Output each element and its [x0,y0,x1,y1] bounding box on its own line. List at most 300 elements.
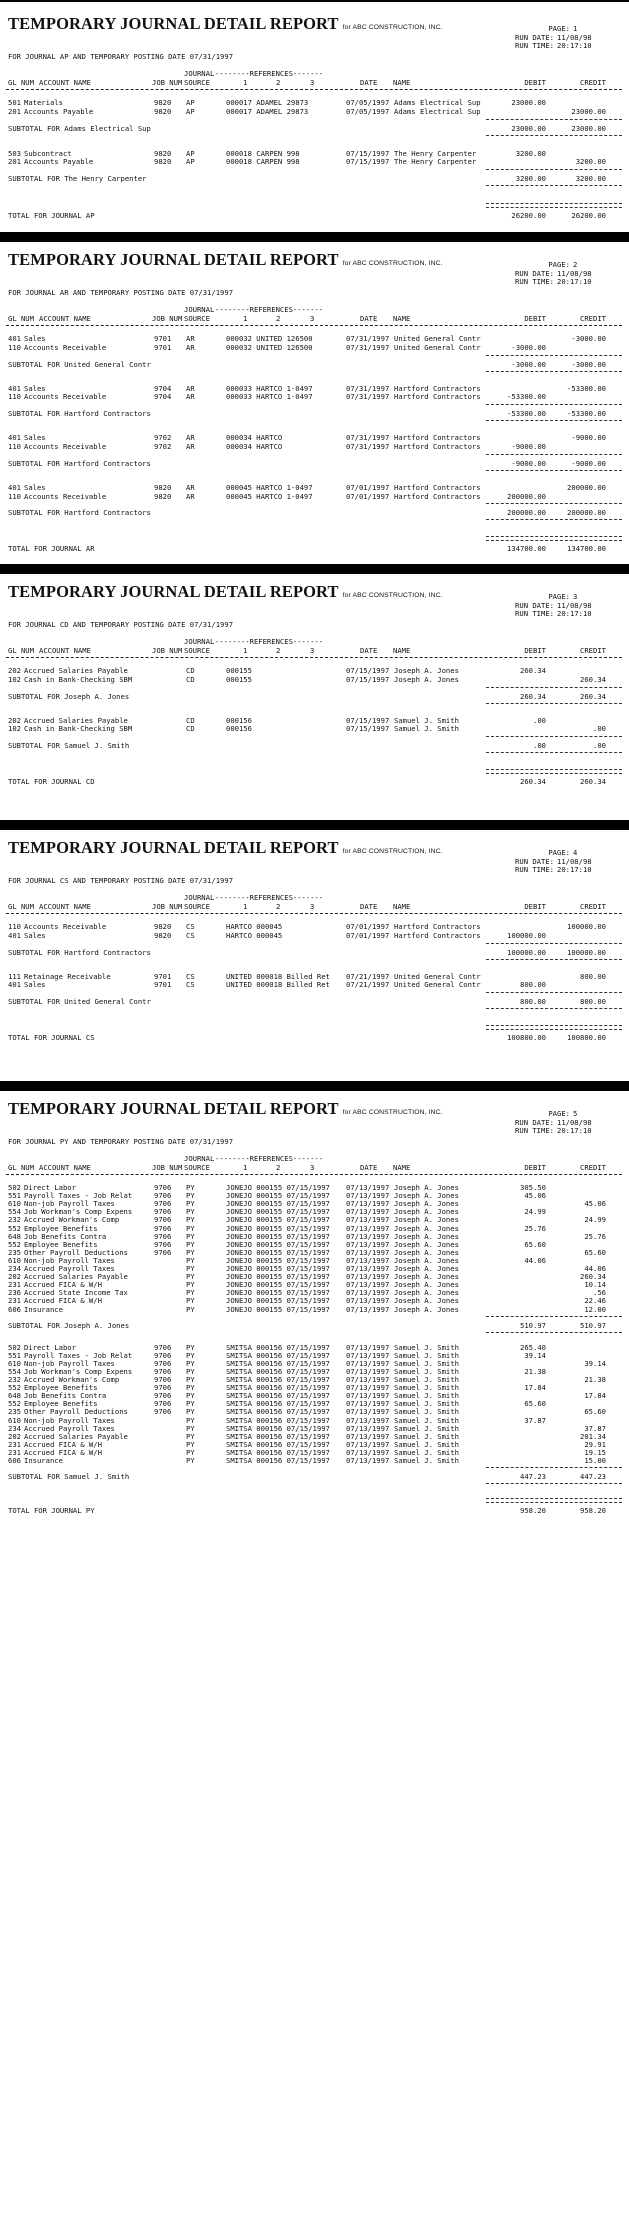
credit-amount: 65.60 [584,1247,606,1257]
table-row [0,1351,629,1359]
report-title-text: TEMPORARY JOURNAL DETAIL REPORT [8,14,339,33]
account-name: Accrued FICA & W/H [24,1280,102,1290]
col-credit-header: CREDIT [580,902,606,911]
col-debit-header: DEBIT [524,1163,546,1172]
col-date-header: DATE [360,646,378,655]
subtotal-underline [486,1332,622,1333]
account-name: Sales [24,482,46,492]
subtotal-label: SUBTOTAL FOR United General Contr [8,359,151,369]
table-row [0,442,629,451]
total-credit: 26200.00 [571,211,606,221]
table-row [0,1256,629,1264]
entry-date: 07/15/1997 [346,674,390,684]
journal-source: PY [186,1239,195,1249]
col-credit-header: CREDIT [580,78,606,87]
col-account-header: ACCOUNT NAME [39,646,91,655]
reference: 000032 UNITED 126500 [226,342,313,352]
col-credit-header: CREDIT [580,646,606,655]
entry-name: Joseph A. Jones [394,1288,459,1298]
report-title [8,1099,443,1119]
gl-number: 610 [8,1255,21,1265]
job-number: 9820 [154,491,172,501]
col-date-header: DATE [360,1163,378,1172]
gl-number: 401 [8,383,21,393]
subtotal-row [0,997,629,1006]
job-number: 9706 [154,1342,172,1352]
entry-date: 07/13/1997 [346,1431,390,1441]
journal-source: CD [186,724,195,734]
journal-source: PY [186,1272,195,1282]
col-ref3-header: 3 [310,902,315,911]
col-name-header: NAME [393,902,411,911]
entry-date: 07/13/1997 [346,1304,390,1314]
table-row [0,483,629,492]
credit-amount: 65.60 [584,1407,606,1417]
table-row [0,724,629,733]
reference: JONEJO 000155 07/15/1997 [226,1207,330,1217]
company-name: for ABC CONSTRUCTION, INC. [342,260,443,267]
journal-source: PY [186,1280,195,1290]
reference: UNITED 000018 Billed Ret [226,980,330,990]
journal-source: PY [186,1342,195,1352]
entry-name: Joseph A. Jones [394,1296,459,1306]
col-source-header: SOURCE [184,1163,210,1172]
journal-source: PY [186,1288,195,1298]
col-name-header: NAME [393,314,411,323]
debit-amount: 17.84 [524,1383,546,1393]
header-rule [6,913,622,914]
col-credit-header: CREDIT [580,314,606,323]
report-title-text: TEMPORARY JOURNAL DETAIL REPORT [8,1099,339,1118]
subtotal-label: SUBTOTAL FOR United General Contr [8,997,151,1007]
journal-source: AP [186,106,195,116]
gl-number: 102 [8,674,21,684]
table-row [0,980,629,989]
subtotal-label: SUBTOTAL FOR Samuel J. Smith [8,1472,130,1482]
col-debit-header: DEBIT [524,78,546,87]
gl-number: 110 [8,442,21,451]
journal-source: CS [186,922,195,931]
total-rule [486,203,622,208]
entry-name: The Henry Carpenter [394,148,477,158]
reference: SMITSA 000156 07/15/1997 [226,1456,330,1465]
entry-name: Samuel J. Smith [394,1391,459,1401]
account-name: Insurance [24,1304,63,1314]
debit-amount: 21.38 [524,1366,546,1376]
entry-date: 07/13/1997 [346,1207,390,1217]
gl-number: 501 [8,98,21,107]
job-number: 9706 [154,1407,172,1417]
subtotal-credit: 3200.00 [575,174,606,184]
report-title [8,838,443,858]
gl-number: 231 [8,1296,21,1306]
table-row [0,1191,629,1199]
col-job-header: JOB NUM [152,902,183,911]
journal-source: PY [186,1447,195,1457]
gl-number: 551 [8,1191,21,1201]
report-title-text: TEMPORARY JOURNAL DETAIL REPORT [8,250,339,269]
job-number: 9820 [154,98,172,107]
col-references-header: --------REFERENCES------- [215,1154,324,1163]
debit-amount: -3000.00 [511,342,546,352]
gl-number: 606 [8,1304,21,1314]
gl-number: 202 [8,1431,21,1441]
job-number: 9706 [154,1191,172,1201]
journal-source: AP [186,98,195,107]
subtotal-underline [486,470,622,471]
credit-amount: 10.14 [584,1280,606,1290]
credit-amount: 800.00 [580,971,606,981]
journal-source: AR [186,491,195,501]
subtotal-debit: 260.34 [520,691,546,701]
entry-date: 07/13/1997 [346,1264,390,1273]
col-source-header: SOURCE [184,78,210,87]
subtotal-credit: -9000.00 [571,458,606,468]
debit-amount: 3200.00 [515,148,546,158]
account-name: Direct Labor [24,1342,76,1352]
gl-number: 401 [8,334,21,343]
account-name: Accrued Workman's Comp [24,1375,120,1384]
table-row [0,1383,629,1391]
gl-number: 502 [8,1342,21,1352]
reference: JONEJO 000155 07/15/1997 [226,1239,330,1249]
journal-source: CS [186,980,195,990]
entry-name: Hartford Contractors [394,433,481,443]
account-name: Non-job Payroll Taxes [24,1255,115,1265]
entry-name: Joseph A. Jones [394,1183,459,1192]
reference: 000032 UNITED 126500 [226,334,313,343]
journal-source: PY [186,1456,195,1465]
run-time-label: RUN TIME: [515,41,554,51]
entry-date: 07/21/1997 [346,971,390,981]
subtotal-credit: 510.97 [580,1320,606,1330]
entry-name: Joseph A. Jones [394,1191,459,1201]
table-row [0,1456,629,1464]
entry-name: Samuel J. Smith [394,1375,459,1384]
reference: 000045 HARTCO 1-0497 [226,491,313,501]
header-rule [6,1174,622,1175]
subtotal-label: SUBTOTAL FOR Hartford Contractors [8,508,151,518]
run-time-row [514,609,592,618]
entry-name: Samuel J. Smith [394,1423,459,1433]
col-name-header: NAME [393,78,411,87]
entry-date: 07/01/1997 [346,482,390,492]
entry-date: 07/05/1997 [346,106,390,116]
journal-source: AP [186,157,195,167]
reference: JONEJO 000155 07/15/1997 [226,1272,330,1282]
gl-number: 606 [8,1456,21,1465]
job-number: 9701 [154,971,172,981]
entry-name: Joseph A. Jones [394,1255,459,1265]
col-source-header: SOURCE [184,902,210,911]
job-number: 9706 [154,1366,172,1376]
page-separator-bar [0,820,629,830]
subtotal-rule [486,454,622,455]
reference: 000018 CARPEN 998 [226,157,300,167]
total-credit: 260.34 [580,777,606,787]
reference: JONEJO 000155 07/15/1997 [226,1191,330,1201]
report-title [8,250,443,270]
header-rule [6,325,622,326]
col-ref2-header: 2 [276,1163,281,1172]
entry-name: Samuel J. Smith [394,715,459,725]
entry-date: 07/13/1997 [346,1296,390,1306]
reference: 000033 HARTCO 1-0497 [226,383,313,393]
gl-number: 201 [8,157,21,167]
job-number: 9706 [154,1199,172,1209]
journal-source: PY [186,1439,195,1449]
subtotal-row [0,692,629,701]
entry-date: 07/13/1997 [346,1407,390,1417]
entry-name: Hartford Contractors [394,922,481,931]
debit-amount: 24.99 [524,1207,546,1217]
subtotal-label: SUBTOTAL FOR Hartford Contractors [8,458,151,468]
entry-date: 07/13/1997 [346,1255,390,1265]
total-rule [486,536,622,541]
journal-source: PY [186,1199,195,1209]
col-job-header: JOB NUM [152,78,183,87]
table-row [0,392,629,401]
reference: SMITSA 000156 07/15/1997 [226,1366,330,1376]
table-row [0,1432,629,1440]
gl-number: 234 [8,1423,21,1433]
entry-date: 07/31/1997 [346,433,390,443]
total-rule [486,1025,622,1030]
col-credit-header: CREDIT [580,1163,606,1172]
credit-amount: 15.00 [584,1456,606,1465]
subtotal-underline [486,185,622,186]
page-number-label: PAGE: [548,24,570,33]
subtotal-rule [486,736,622,737]
account-name: Employee Benefits [24,1239,98,1249]
entry-name: Joseph A. Jones [394,1223,459,1233]
journal-source: PY [186,1358,195,1368]
col-gl-header: GL NUM [8,646,34,655]
journal-source: PY [186,1215,195,1225]
gl-number: 110 [8,491,21,501]
debit-amount: 260.34 [520,666,546,675]
table-row [0,149,629,158]
entry-date: 07/13/1997 [346,1358,390,1368]
gl-number: 231 [8,1439,21,1449]
subtotal-underline [486,1008,622,1009]
credit-amount: 21.38 [584,1375,606,1384]
account-name: Non-job Payroll Taxes [24,1358,115,1368]
credit-amount: 12.00 [584,1304,606,1314]
gl-number: 554 [8,1366,21,1376]
entry-name: Samuel J. Smith [394,1439,459,1449]
run-time-row [514,41,592,50]
subtotal-debit: 100000.00 [507,947,546,957]
subtotal-debit: -3000.00 [511,359,546,369]
account-name: Sales [24,930,46,940]
entry-name: Samuel J. Smith [394,1350,459,1360]
gl-number: 401 [8,980,21,990]
entry-date: 07/13/1997 [346,1342,390,1352]
run-date-value: 11/08/98 [557,268,592,278]
page-number-value: 2 [573,260,578,269]
entry-name: Joseph A. Jones [394,1304,459,1314]
entry-date: 07/13/1997 [346,1183,390,1192]
subtotal-debit: 200000.00 [507,508,546,518]
job-number: 9706 [154,1350,172,1360]
table-row [0,1183,629,1191]
report-title-text: TEMPORARY JOURNAL DETAIL REPORT [8,838,339,857]
entry-date: 07/13/1997 [346,1350,390,1360]
job-number: 9820 [154,482,172,492]
job-number: 9704 [154,383,172,393]
subtotal-row [0,360,629,369]
job-number: 9706 [154,1231,172,1241]
entry-name: United General Contr [394,334,481,343]
journal-source: PY [186,1391,195,1401]
col-ref1-header: 1 [243,78,248,87]
col-name-header: NAME [393,646,411,655]
journal-source: PY [186,1264,195,1273]
debit-amount: 800.00 [520,980,546,990]
subtotal-credit: 800.00 [580,997,606,1007]
entry-date: 07/31/1997 [346,383,390,393]
table-row [0,931,629,940]
table-row [0,972,629,981]
table-row [0,1248,629,1256]
gl-number: 552 [8,1399,21,1409]
company-name: for ABC CONSTRUCTION, INC. [342,848,443,855]
total-credit: 100800.00 [567,1033,606,1043]
entry-date: 07/13/1997 [346,1223,390,1233]
total-debit: 134700.00 [507,544,546,554]
entry-date: 07/01/1997 [346,922,390,931]
subtotal-credit: 260.34 [580,691,606,701]
table-row [0,666,629,675]
credit-amount: 100000.00 [567,922,606,931]
col-ref3-header: 3 [310,314,315,323]
subtotal-row [0,1472,629,1481]
entry-name: Samuel J. Smith [394,1415,459,1425]
gl-number: 610 [8,1199,21,1209]
debit-amount: 37.87 [524,1415,546,1425]
journal-source: AR [186,392,195,402]
table-row [0,1343,629,1351]
job-number: 9820 [154,148,172,158]
report-title-text: TEMPORARY JOURNAL DETAIL REPORT [8,582,339,601]
reference: SMITSA 000156 07/15/1997 [226,1407,330,1417]
page-separator-bar [0,232,629,242]
job-number: 9701 [154,334,172,343]
debit-amount: 65.60 [524,1399,546,1409]
col-date-header: DATE [360,314,378,323]
reference: SMITSA 000156 07/15/1997 [226,1423,330,1433]
entry-date: 07/13/1997 [346,1399,390,1409]
subtotal-rule [486,355,622,356]
run-date-label: RUN DATE: [515,1117,554,1127]
entry-date: 07/21/1997 [346,980,390,990]
total-row [0,544,629,553]
job-number: 9706 [154,1183,172,1192]
total-rule [486,1498,622,1503]
total-debit: 26200.00 [511,211,546,221]
table-row [0,1359,629,1367]
journal-source: AR [186,442,195,451]
subtotal-debit: -53300.00 [507,409,546,419]
subtotal-credit: 100000.00 [567,947,606,957]
col-gl-header: GL NUM [8,314,34,323]
table-row [0,1272,629,1280]
run-time-value: 20:17:10 [557,41,592,51]
total-row [0,1033,629,1042]
job-number: 9706 [154,1247,172,1257]
col-ref1-header: 1 [243,314,248,323]
credit-amount: 200000.00 [567,482,606,492]
entry-name: Samuel J. Smith [394,1342,459,1352]
entry-date: 07/13/1997 [346,1423,390,1433]
credit-amount: 29.91 [584,1439,606,1449]
col-debit-header: DEBIT [524,314,546,323]
account-name: Direct Labor [24,1183,76,1192]
entry-name: United General Contr [394,980,481,990]
account-name: Payroll Taxes - Job Relat [24,1191,133,1201]
gl-number: 552 [8,1383,21,1393]
account-name: Accrued Salaries Payable [24,1272,128,1282]
account-name: Sales [24,433,46,443]
subtotal-rule [486,119,622,120]
entry-name: Hartford Contractors [394,930,481,940]
account-name: Accrued Payroll Taxes [24,1423,115,1433]
journal-source: PY [186,1350,195,1360]
reference: SMITSA 000156 07/15/1997 [226,1375,330,1384]
table-row [0,1391,629,1399]
col-references-header: --------REFERENCES------- [215,637,324,646]
account-name: Employee Benefits [24,1383,98,1393]
journal-source: AR [186,433,195,443]
col-ref1-header: 1 [243,1163,248,1172]
col-ref3-header: 3 [310,1163,315,1172]
account-name: Accrued FICA & W/H [24,1447,102,1457]
total-rule [486,769,622,774]
gl-number: 502 [8,1183,21,1192]
reference: SMITSA 000156 07/15/1997 [226,1358,330,1368]
reference: JONEJO 000155 07/15/1997 [226,1280,330,1290]
subtotal-rule [486,1316,622,1317]
reference: SMITSA 000156 07/15/1997 [226,1439,330,1449]
reference: JONEJO 000155 07/15/1997 [226,1296,330,1306]
gl-number: 503 [8,148,21,158]
total-row [0,777,629,786]
page-separator-bar [0,0,629,2]
col-journal-header: JOURNAL [184,637,215,646]
gl-number: 235 [8,1247,21,1257]
entry-name: Joseph A. Jones [394,1280,459,1290]
subtotal-credit: 200000.00 [567,508,606,518]
account-name: Accrued Workman's Comp [24,1215,120,1225]
run-time-value: 20:17:10 [557,277,592,287]
account-name: Accrued Salaries Payable [24,666,128,675]
entry-name: Adams Electrical Sup [394,106,481,116]
col-references-header: --------REFERENCES------- [215,69,324,78]
run-date-label: RUN DATE: [515,268,554,278]
account-name: Accounts Receivable [24,922,107,931]
col-ref3-header: 3 [310,78,315,87]
journal-source: PY [186,1375,195,1384]
col-ref2-header: 2 [276,314,281,323]
entry-name: United General Contr [394,342,481,352]
page-number-value: 5 [573,1109,578,1118]
debit-amount: 39.14 [524,1350,546,1360]
job-number: 9706 [154,1399,172,1409]
entry-date: 07/01/1997 [346,930,390,940]
subtotal-row [0,124,629,133]
entry-name: Joseph A. Jones [394,1231,459,1241]
